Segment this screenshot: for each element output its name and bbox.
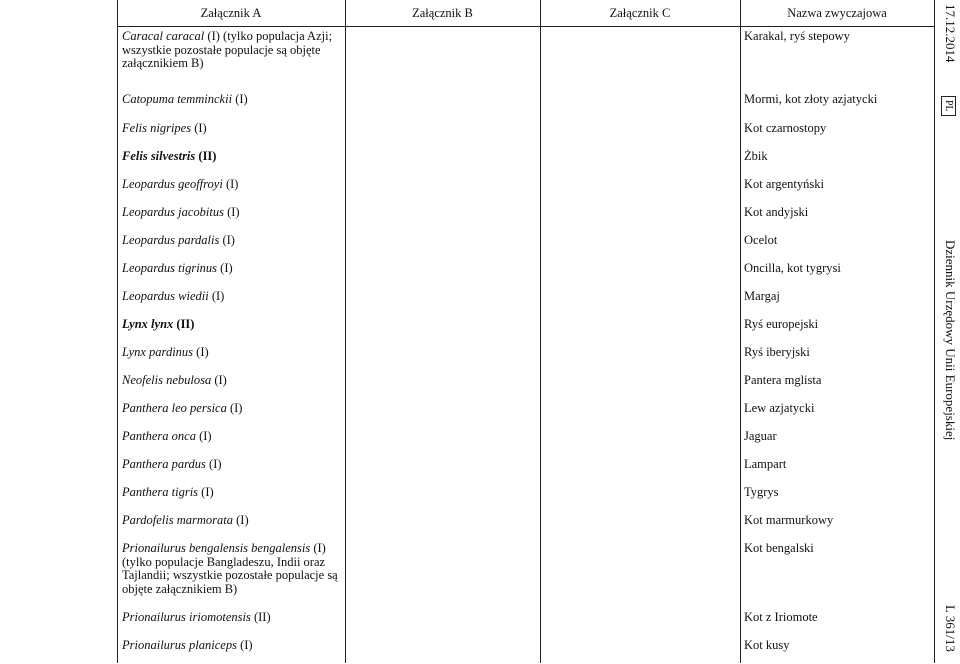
annex-a-cell [122,290,352,304]
protection-level: (I) [225,177,239,191]
common-name-cell: Oncilla, kot tygrysi [744,261,841,275]
species-name: Felis silvestris [122,149,196,163]
annex-a-cell [122,30,352,71]
population-note: (tylko populacje Bangladeszu, Indii oraz Tajlandii; wszystkie pozostałe populacje są objęte załącznikiem B) [122,554,338,596]
species-table [117,27,934,664]
header-annex-a: Załącznik A [200,6,262,20]
annex-a-cell [122,611,352,625]
annex-a-cell [122,486,352,500]
protection-level: (I) [194,121,207,135]
annex-a-cell [122,93,352,107]
table-row [117,608,934,636]
common-name-cell: Kot z Iriomote [744,610,818,624]
common-name-cell: Jaguar [744,429,777,443]
species-name: Leopardus wiedii [122,289,209,303]
language-badge: PL [941,96,956,116]
common-name-cell: Ryś europejski [744,317,819,331]
table-row [117,27,934,90]
common-name-cell: Kot kusy [744,638,790,652]
species-name: Leopardus geoffroyi [122,177,223,191]
annex-a-cell [122,514,352,528]
protection-level: (I) [313,541,326,555]
annex-a-cell [122,402,352,416]
annex-a-cell [122,262,352,276]
header-annex-c: Załącznik C [609,6,671,20]
annex-a-cell [122,178,352,192]
species-name: Panthera leo persica [122,401,227,415]
protection-level: (I) [207,29,220,43]
species-name: Caracal caracal [122,29,205,43]
common-name-cell: Lew azjatycki [744,401,815,415]
journal-title: Dziennik Urzędowy Unii Europejskiej [943,240,958,441]
common-name-cell: Ryś iberyjski [744,345,810,359]
table-row [117,259,934,287]
protection-level: (II) [176,317,195,331]
header-annex-b: Załącznik B [412,6,473,20]
annex-a-cell [122,458,352,472]
protection-level: (I) [240,638,253,652]
annex-a-cell [122,542,352,596]
common-name-cell: Pantera mglista [744,373,822,387]
annex-a-cell [122,234,352,248]
protection-level: (I) [196,345,209,359]
common-name-cell: Margaj [744,289,780,303]
table-row [117,147,934,175]
protection-level: (I) [220,261,233,275]
species-name: Leopardus pardalis [122,233,220,247]
protection-level: (I) [229,401,243,415]
page-reference: L 361/13 [943,605,958,652]
protection-level: (II) [253,610,271,624]
common-name-cell: Lampart [744,457,787,471]
species-name: Prionailurus bengalensis bengalensis [122,541,311,555]
protection-level: (I) [227,205,240,219]
species-name: Panthera pardus [122,457,206,471]
population-note: (tylko populacja Azji; wszystkie pozostałe populacje są objęte załącznikiem B) [122,29,333,70]
table-row [117,636,934,664]
table-row [117,203,934,231]
table-row [117,455,934,483]
annex-a-cell [122,374,352,388]
header-common-name: Nazwa zwyczajowa [787,6,887,20]
common-name-cell: Kot marmurkowy [744,513,834,527]
table-row [117,343,934,371]
species-name: Prionailurus planiceps [122,638,237,652]
common-name-cell: Kot andyjski [744,205,809,219]
protection-level: (I) [235,92,248,106]
table-row [117,511,934,539]
annex-a-cell [122,150,352,164]
common-name-cell: Tygrys [744,485,779,499]
publication-date-text: 17.12.2014 [943,4,958,63]
table-row [117,287,934,315]
annex-a-cell [122,639,352,653]
table-row [117,231,934,259]
table-row [117,175,934,203]
annex-a-cell [122,346,352,360]
common-name-cell: Karakal, ryś stepowy [744,29,850,43]
protection-level: (I) [201,485,214,499]
table-row [117,427,934,455]
protection-level: (I) [236,513,249,527]
species-name: Panthera onca [122,429,196,443]
language-code [942,96,958,116]
annex-a-cell [122,430,352,444]
protection-level: (II) [198,149,217,163]
common-name-cell: Żbik [744,149,768,163]
species-name: Lynx lynx [122,317,174,331]
common-name-cell: Ocelot [744,233,778,247]
protection-level: (I) [199,429,212,443]
table-row [117,483,934,511]
species-name: Pardofelis marmorata [122,513,233,527]
protection-level: (I) [214,373,227,387]
protection-level: (I) [209,457,222,471]
table-row [117,539,934,608]
annex-a-cell [122,206,352,220]
species-name: Prionailurus iriomotensis [122,610,251,624]
species-name: Panthera tigris [122,485,199,499]
species-name: Leopardus tigrinus [122,261,218,275]
table-row [117,371,934,399]
common-name-cell: Mormi, kot złoty azjatycki [744,92,878,106]
species-name: Felis nigripes [122,121,192,135]
table-row [117,399,934,427]
annex-a-cell [122,122,352,136]
table-row [117,90,934,119]
common-name-cell: Kot czarnostopy [744,121,827,135]
species-name: Catopuma temminckii [122,92,233,106]
common-name-cell: Kot bengalski [744,541,814,555]
protection-level: (I) [222,233,235,247]
table-row [117,119,934,147]
species-name: Lynx pardinus [122,345,194,359]
common-name-cell: Kot argentyński [744,177,824,191]
protection-level: (I) [211,289,225,303]
table-row [117,315,934,343]
species-name: Neofelis nebulosa [122,373,212,387]
annex-a-cell [122,318,352,332]
species-name: Leopardus jacobitus [122,205,224,219]
